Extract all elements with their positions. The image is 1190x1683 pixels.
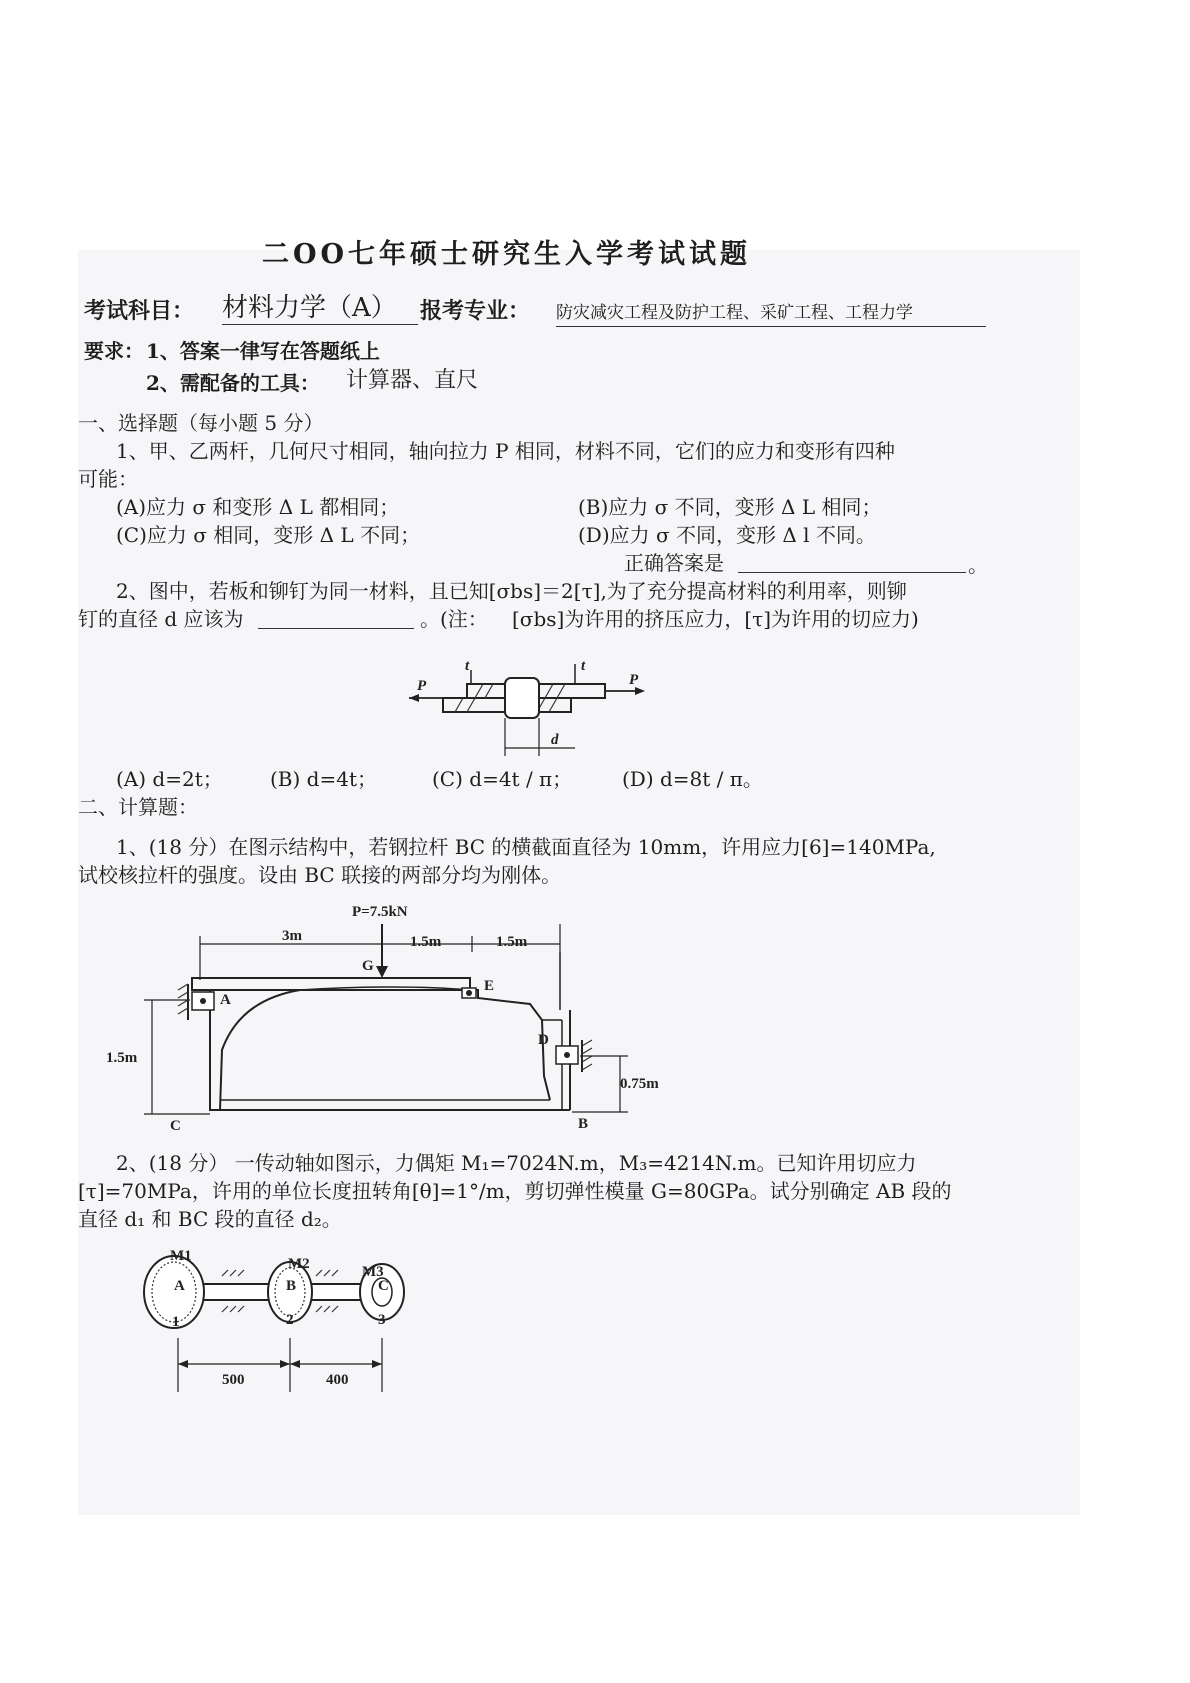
rivet-figure: [405, 656, 655, 766]
shaft-figure: [130, 1246, 430, 1396]
point-a: A: [220, 992, 231, 1008]
dim-075: 0.75m: [620, 1076, 659, 1092]
q2-stem-line2c: [σbs]为许用的挤压应力，[τ]为许用的切应力): [512, 607, 919, 631]
dim-1-5m-a: 1.5m: [410, 934, 442, 950]
force-label-right: P: [629, 672, 639, 688]
cross-section-1: 1: [172, 1314, 180, 1330]
q2-option-a: (A) d=2t；: [116, 767, 223, 791]
section-c: C: [378, 1278, 389, 1294]
moment-m3: M3: [362, 1264, 384, 1280]
frame-structure-figure: [100, 900, 680, 1140]
section2-heading: 二、计算题：: [78, 795, 198, 819]
subject-label: 考试科目：: [84, 298, 195, 324]
dim-height: 1.5m: [106, 1050, 138, 1066]
calc-q1-line1: 1、(18 分）在图示结构中，若钢拉杆 BC 的横截面直径为 10mm，许用应力[6]=140MPa,: [116, 835, 936, 859]
q1-answer-label: 正确答案是: [624, 551, 724, 575]
q1-answer-blank: [738, 572, 966, 573]
q2-option-d: (D) d=8t / π。: [622, 767, 763, 791]
major-value: 防灾减灾工程及防护工程、采矿工程、工程力学: [556, 300, 986, 327]
q2-answer-blank: [258, 628, 414, 629]
requirement-2-value: 计算器、直尺: [346, 368, 479, 393]
q2-option-b: (B) d=4t；: [270, 767, 377, 791]
q2-option-c: (C) d=4t / π；: [432, 767, 573, 791]
q2-stem-line2b: 。(注：: [420, 607, 488, 631]
point-g: G: [362, 958, 374, 974]
load-label: P=7.5kN: [352, 904, 408, 920]
cross-section-3: 3: [378, 1312, 386, 1328]
calc-q2-line3: 直径 d₁ 和 BC 段的直径 d₂。: [78, 1207, 342, 1231]
section-b: B: [286, 1278, 297, 1294]
point-d: D: [538, 1032, 549, 1048]
q2-stem-line1: 2、图中，若板和铆钉为同一材料，且已知[σbs]＝2[τ],为了充分提高材料的利用率，则铆: [116, 579, 907, 603]
diameter-label: d: [551, 732, 559, 748]
calc-q2-line2: [τ]=70MPa，许用的单位长度扭转角[θ]=1°/m，剪切弹性模量 G=80GPa。试分别确定 AB 段的: [78, 1179, 952, 1203]
q1-stem-line2: 可能：: [78, 467, 138, 491]
major-label: 报考专业：: [420, 298, 531, 324]
moment-m1: M1: [170, 1248, 192, 1264]
exam-title: 二OO七年硕士研究生入学考试试题: [262, 239, 752, 270]
dim-1-5m-b: 1.5m: [496, 934, 528, 950]
q1-option-d: (D)应力 σ 不同，变形 Δ l 不同。: [578, 523, 876, 547]
requirements-label: 要求：: [84, 339, 144, 363]
requirement-1: 1、答案一律写在答题纸上: [146, 339, 380, 363]
q1-option-a: (A)应力 σ 和变形 Δ L 都相同；: [116, 495, 400, 519]
rivet: [505, 678, 539, 718]
section1-heading: 一、选择题（每小题 5 分）: [78, 411, 324, 435]
point-b: B: [578, 1116, 589, 1132]
point-e: E: [484, 978, 495, 994]
q1-option-c: (C)应力 σ 相同，变形 Δ L 不同；: [116, 523, 421, 547]
dim-500: 500: [222, 1372, 245, 1388]
dim-3m: 3m: [282, 928, 302, 944]
calc-q1-line2: 试校核拉杆的强度。设由 BC 联接的两部分均为刚体。: [78, 863, 562, 887]
point-c: C: [170, 1118, 181, 1134]
q2-stem-line2a: 钉的直径 d 应该为: [78, 607, 244, 631]
q1-option-b: (B)应力 σ 不同，变形 Δ L 相同；: [578, 495, 882, 519]
thickness-label-right: t: [581, 658, 586, 674]
moment-m2: M2: [288, 1256, 310, 1272]
requirement-2-label: 2、需配备的工具：: [146, 371, 320, 395]
section-a: A: [174, 1278, 185, 1294]
cross-section-2: 2: [286, 1312, 294, 1328]
thickness-label-left: t: [465, 658, 470, 674]
q1-answer-end: 。: [968, 553, 988, 577]
calc-q2-line1: 2、(18 分） 一传动轴如图示，力偶矩 M₁=7024N.m，M₃=4214N.m。已知许用切应力: [116, 1151, 917, 1175]
force-label-left: P: [417, 678, 427, 694]
dim-400: 400: [326, 1372, 349, 1388]
q1-stem-line1: 1、甲、乙两杆，几何尺寸相同，轴向拉力 P 相同，材料不同，它们的应力和变形有四种: [116, 439, 895, 463]
subject-value: 材料力学（A）: [222, 292, 418, 325]
